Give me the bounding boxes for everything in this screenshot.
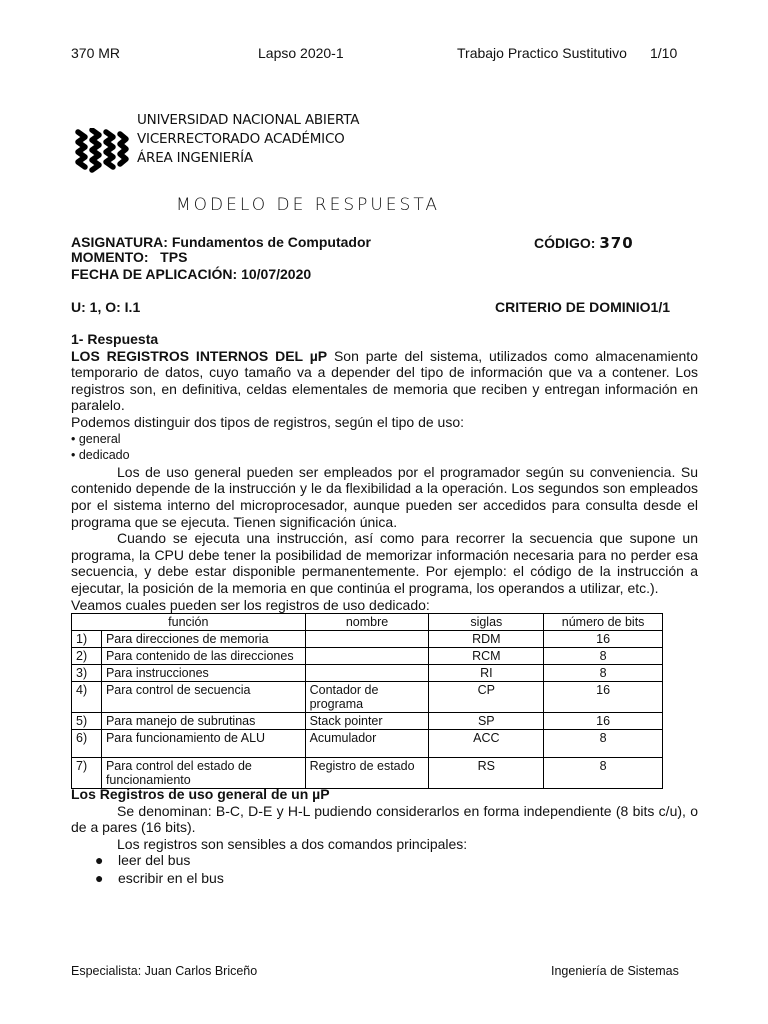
row-number: 4) xyxy=(72,682,102,713)
table-row xyxy=(72,713,663,730)
row-nombre xyxy=(305,648,429,665)
col-header-bits: número de bits xyxy=(544,614,663,631)
col-header-nombre: nombre xyxy=(305,614,429,631)
general-paragraph-2: Los registros son sensibles a dos comandos principales: xyxy=(117,835,468,852)
row-nombre: Stack pointer xyxy=(305,713,429,730)
row-funcion: Para direcciones de memoria xyxy=(101,631,305,648)
table-row xyxy=(72,648,663,665)
row-siglas: RS xyxy=(429,758,544,789)
row-funcion: Para manejo de subrutinas xyxy=(101,713,305,730)
list-item-text: escribir en el bus xyxy=(118,870,224,887)
table-row xyxy=(72,682,663,713)
footer-career: Ingeniería de Sistemas xyxy=(551,964,679,978)
registers-table xyxy=(71,613,663,789)
institution-block xyxy=(137,111,359,168)
row-bits: 8 xyxy=(544,665,663,682)
document-title: MODELO DE RESPUESTA xyxy=(176,195,441,215)
general-registers-section xyxy=(71,786,698,888)
row-siglas: RCM xyxy=(429,648,544,665)
row-number: 7) xyxy=(72,758,102,789)
row-siglas: RI xyxy=(429,665,544,682)
row-siglas: RDM xyxy=(429,631,544,648)
row-funcion: Para funcionamiento de ALU xyxy=(101,730,305,758)
table-row xyxy=(72,730,663,758)
table-row xyxy=(72,665,663,682)
row-nombre: Contador de programa xyxy=(305,682,429,713)
answer-paragraph-1 xyxy=(71,348,698,414)
answer-paragraph-3: Los de uso general pueden ser empleados por el programador según su conveniencia. Su contenido depende de la instrucción y le da flexibilidad a la operación. Los segundos son empleados por el sistema interno del microprocesador, aunque pueden ser accedidos para consulta desde el programa que se ejecuta. Tienen significación única. xyxy=(71,463,698,530)
row-number: 1) xyxy=(72,631,102,648)
type-dedicated: • dedicado xyxy=(71,448,130,463)
row-bits: 8 xyxy=(544,730,663,758)
col-header-siglas: siglas xyxy=(429,614,544,631)
list-item xyxy=(71,870,698,888)
general-heading: Los Registros de uso general de un µP xyxy=(71,786,330,802)
answer-paragraph-5: Veamos cuales pueden ser los registros de uso dedicado: xyxy=(71,596,430,613)
header-page: 1/10 xyxy=(650,45,678,61)
momento: MOMENTO: TPS xyxy=(71,249,188,265)
answer-section xyxy=(71,331,698,613)
row-number: 6) xyxy=(72,730,102,758)
row-number: 5) xyxy=(72,713,102,730)
header-type: Trabajo Practico Sustitutivo xyxy=(457,45,627,61)
row-bits: 8 xyxy=(544,648,663,665)
row-funcion: Para control del estado de funcionamiento xyxy=(101,758,305,789)
row-nombre xyxy=(305,631,429,648)
answer-paragraph-4: Cuando se ejecuta una instrucción, así como para recorrer la secuencia que supone un programa, la CPU debe tener la posibilidad de memorizar información necesaria para no perder esa secuencia, y debe estar disponible permanentemente. Por ejemplo: el código de la instrucción a ejecutar, la posición de la memoria en que continúa el programa, los operandos a utilizar, etc.). xyxy=(71,530,698,596)
header-code: 370 MR xyxy=(71,45,121,61)
row-number: 2) xyxy=(72,648,102,665)
answer-lead: LOS REGISTROS INTERNOS DEL µP xyxy=(71,347,328,364)
row-siglas: ACC xyxy=(429,730,544,758)
fecha: FECHA DE APLICACIÓN: 10/07/2020 xyxy=(71,266,312,282)
row-nombre: Acumulador xyxy=(305,730,429,758)
answer-p1: Son parte del sistema, utilizados como almacenamiento temporario de datos, cuyo tamaño va a depender del tipo de información que va a contener. Los registros son, en definitiva, celdas elementales de memoria que reciben y entregan información en paralelo. xyxy=(71,347,698,414)
col-header-funcion: función xyxy=(72,614,306,631)
general-paragraph-1: Se denominan: B-C, D-E y H-L pudiendo considerarlos en forma independiente (8 bits c/u), o de a pares (16 bits). xyxy=(71,802,698,836)
list-item-text: leer del bus xyxy=(118,852,191,869)
asignatura: ASIGNATURA: Fundamentos de Computador xyxy=(71,234,371,250)
list-item xyxy=(71,852,698,870)
row-funcion: Para instrucciones xyxy=(101,665,305,682)
table-header-row xyxy=(72,614,663,631)
row-siglas: CP xyxy=(429,682,544,713)
una-logo-icon xyxy=(74,128,130,174)
codigo xyxy=(534,234,634,252)
criterio: CRITERIO DE DOMINIO1/1 xyxy=(495,299,671,315)
row-siglas: SP xyxy=(429,713,544,730)
codigo-label: CÓDIGO: xyxy=(534,235,596,251)
commands-list xyxy=(71,852,698,888)
row-funcion: Para contenido de las direcciones xyxy=(101,648,305,665)
table-row xyxy=(72,631,663,648)
row-bits: 16 xyxy=(544,713,663,730)
institution-line-1: UNIVERSIDAD NACIONAL ABIERTA xyxy=(137,112,360,128)
header-period: Lapso 2020-1 xyxy=(258,45,344,61)
footer-specialist: Especialista: Juan Carlos Briceño xyxy=(71,964,258,978)
institution-line-2: VICERRECTORADO ACADÉMICO xyxy=(137,131,345,147)
answer-paragraph-2: Podemos distinguir dos tipos de registros, según el tipo de uso: xyxy=(71,413,465,430)
row-funcion: Para control de secuencia xyxy=(101,682,305,713)
row-bits: 16 xyxy=(544,631,663,648)
row-number: 3) xyxy=(72,665,102,682)
answer-heading: 1- Respuesta xyxy=(71,331,159,347)
row-nombre xyxy=(305,665,429,682)
row-bits: 8 xyxy=(544,758,663,789)
type-general: • general xyxy=(71,431,121,446)
bullet-icon: ● xyxy=(95,870,104,887)
codigo-value: 370 xyxy=(599,234,634,252)
row-nombre: Registro de estado xyxy=(305,758,429,789)
row-bits: 16 xyxy=(544,682,663,713)
bullet-icon: ● xyxy=(95,852,104,869)
unit-objective: U: 1, O: I.1 xyxy=(71,299,141,315)
table-row xyxy=(72,758,663,789)
institution-line-3: ÁREA INGENIERÍA xyxy=(137,150,253,166)
